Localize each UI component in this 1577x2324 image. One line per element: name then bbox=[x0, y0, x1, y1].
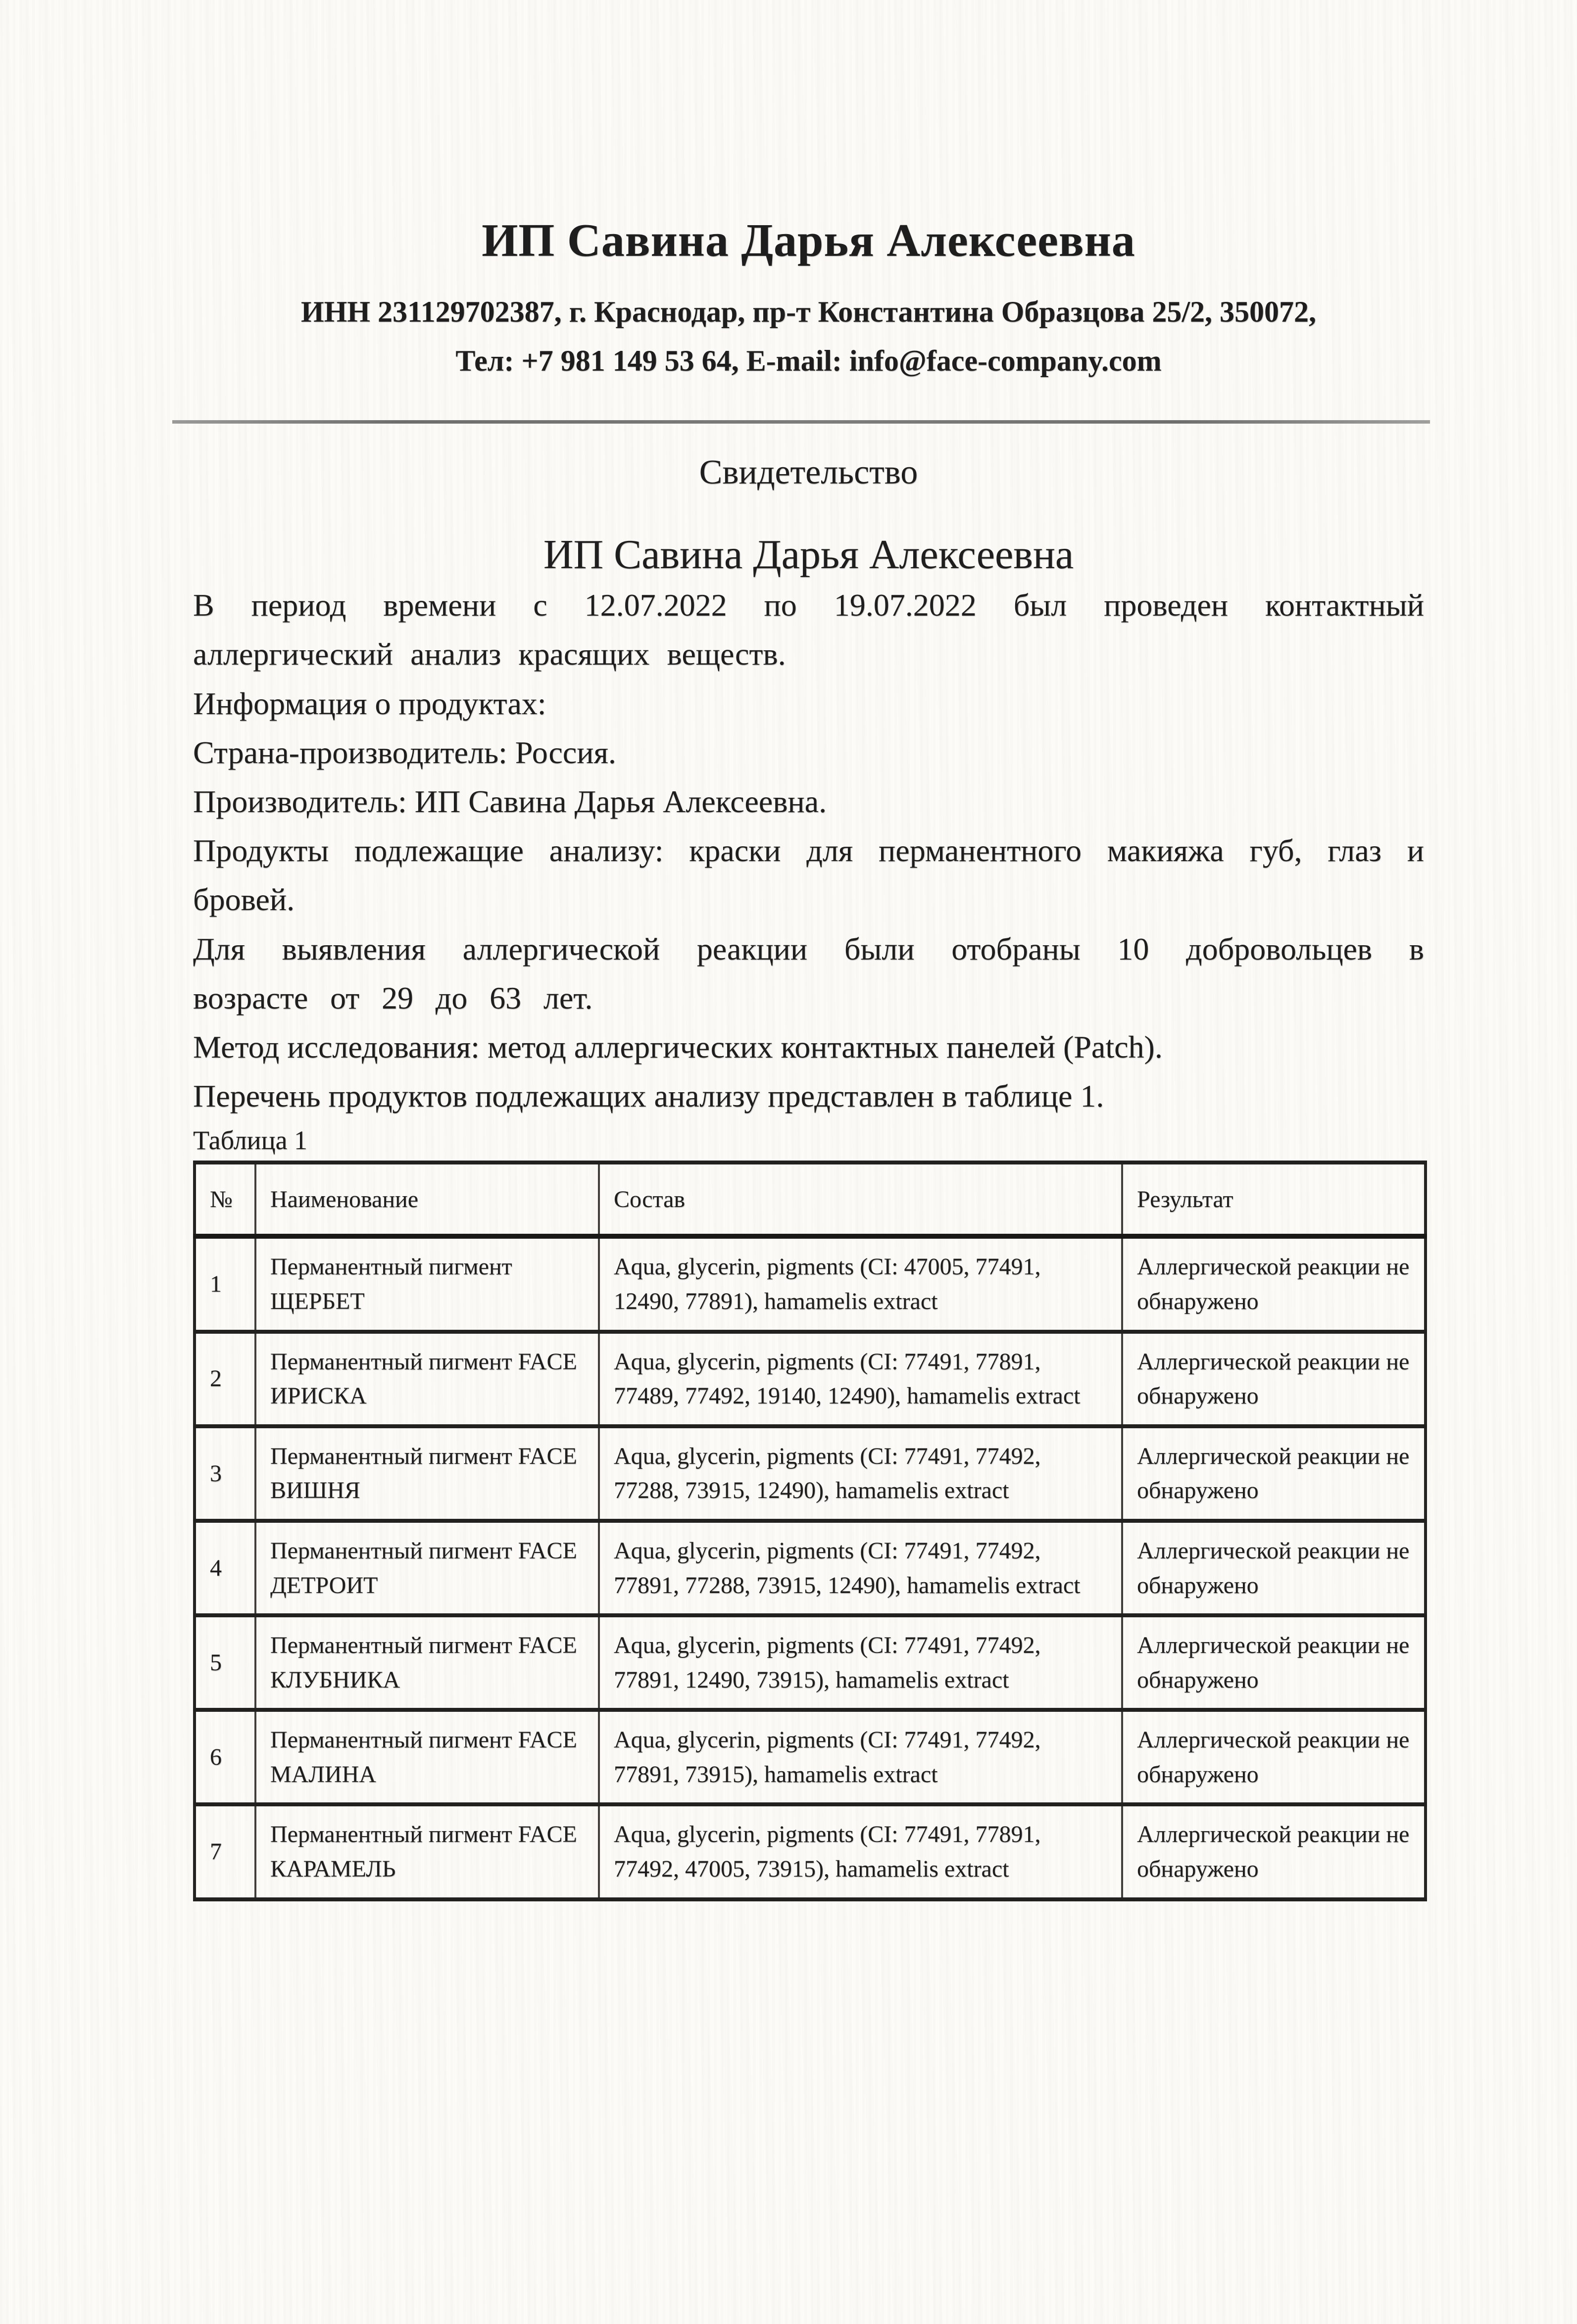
cell-composition: Aqua, glycerin, pigments (CI: 77491, 77891, 77489, 77492, 19140, 12490), hamamelis extract bbox=[599, 1332, 1122, 1426]
column-header-number: № bbox=[195, 1162, 255, 1236]
cell-composition: Aqua, glycerin, pigments (CI: 77491, 77492, 77891, 73915), hamamelis extract bbox=[599, 1710, 1122, 1804]
document-title: ИП Савина Дарья Алексеевна bbox=[543, 532, 1074, 578]
cell-result: Аллергической реакции не обнаружено bbox=[1122, 1521, 1426, 1615]
cell-product-name: Перманентный пигмент FACE ИРИСКА bbox=[255, 1332, 599, 1426]
paragraph-products-analyzed: Продукты подлежащие анализу: краски для перманентного макияжа губ, глаз и бровей. bbox=[193, 833, 1424, 918]
products-table bbox=[193, 1161, 1427, 1901]
products-table-body bbox=[195, 1236, 1426, 1899]
table-row bbox=[195, 1804, 1426, 1899]
cell-product-name: Перманентный пигмент FACE ДЕТРОИТ bbox=[255, 1521, 599, 1615]
table-row bbox=[195, 1615, 1426, 1710]
cell-result: Аллергической реакции не обнаружено bbox=[1122, 1236, 1426, 1331]
company-name-header: ИП Савина Дарья Алексеевна bbox=[482, 215, 1135, 266]
cell-composition: Aqua, glycerin, pigments (CI: 77491, 77492, 77891, 77288, 73915, 12490), hamamelis extract bbox=[599, 1521, 1122, 1615]
cell-product-name: Перманентный пигмент ЩЕРБЕТ bbox=[255, 1236, 599, 1331]
cell-row-number: 1 bbox=[195, 1236, 255, 1331]
cell-result: Аллергической реакции не обнаружено bbox=[1122, 1804, 1426, 1899]
header-divider-rule bbox=[172, 420, 1430, 424]
paragraph-product-info-heading: Информация о продуктах: bbox=[193, 685, 546, 721]
cell-row-number: 7 bbox=[195, 1804, 255, 1899]
products-table-header bbox=[195, 1162, 1426, 1236]
paragraph-manufacturer: Производитель: ИП Савина Дарья Алексеевна. bbox=[193, 784, 827, 820]
cell-result: Аллергической реакции не обнаружено bbox=[1122, 1710, 1426, 1804]
cell-composition: Aqua, glycerin, pigments (CI: 77491, 77492, 77891, 12490, 73915), hamamelis extract bbox=[599, 1615, 1122, 1710]
paragraph-analysis-period: В период времени с 12.07.2022 по 19.07.2022 был проведен контактный аллергический анализ красящих веществ. bbox=[193, 587, 1424, 672]
column-header-result: Результат bbox=[1122, 1162, 1426, 1236]
table-row bbox=[195, 1710, 1426, 1804]
cell-row-number: 3 bbox=[195, 1426, 255, 1521]
column-header-name: Наименование bbox=[255, 1162, 599, 1236]
cell-result: Аллергической реакции не обнаружено bbox=[1122, 1426, 1426, 1521]
table-row bbox=[195, 1236, 1426, 1331]
company-details bbox=[193, 288, 1424, 386]
paragraph-table-intro: Перечень продуктов подлежащих анализу представлен в таблице 1. bbox=[193, 1078, 1104, 1114]
cell-row-number: 5 bbox=[195, 1615, 255, 1710]
table-caption: Таблица 1 bbox=[193, 1125, 307, 1156]
cell-row-number: 6 bbox=[195, 1710, 255, 1804]
company-inn-address-line: ИНН 231129702387, г. Краснодар, пр-т Константина Образцова 25/2, 350072, bbox=[300, 295, 1317, 328]
cell-product-name: Перманентный пигмент FACE КАРАМЕЛЬ bbox=[255, 1804, 599, 1899]
cell-result: Аллергической реакции не обнаружено bbox=[1122, 1332, 1426, 1426]
paragraph-volunteers: Для выявления аллергической реакции были отобраны 10 добровольцев в возрасте от 29 до 63 лет. bbox=[193, 931, 1424, 1016]
column-header-composition: Состав bbox=[599, 1162, 1122, 1236]
table-row bbox=[195, 1521, 1426, 1615]
cell-product-name: Перманентный пигмент FACE ВИШНЯ bbox=[255, 1426, 599, 1521]
table-header-row bbox=[195, 1162, 1426, 1236]
company-contact-line: Тел: +7 981 149 53 64, E-mail: info@face-company.com bbox=[455, 344, 1162, 377]
document-type-label: Свидетельство bbox=[699, 453, 918, 491]
cell-row-number: 4 bbox=[195, 1521, 255, 1615]
cell-product-name: Перманентный пигмент FACE КЛУБНИКА bbox=[255, 1615, 599, 1710]
table-row bbox=[195, 1426, 1426, 1521]
paragraph-method: Метод исследования: метод аллергических контактных панелей (Patch). bbox=[193, 1029, 1163, 1065]
cell-result: Аллергической реакции не обнаружено bbox=[1122, 1615, 1426, 1710]
cell-row-number: 2 bbox=[195, 1332, 255, 1426]
cell-product-name: Перманентный пигмент FACE МАЛИНА bbox=[255, 1710, 599, 1804]
cell-composition: Aqua, glycerin, pigments (CI: 77491, 77891, 77492, 47005, 73915), hamamelis extract bbox=[599, 1804, 1122, 1899]
paragraph-country: Страна-производитель: Россия. bbox=[193, 734, 616, 770]
cell-composition: Aqua, glycerin, pigments (CI: 77491, 77492, 77288, 73915, 12490), hamamelis extract bbox=[599, 1426, 1122, 1521]
table-row bbox=[195, 1332, 1426, 1426]
cell-composition: Aqua, glycerin, pigments (CI: 47005, 77491, 12490, 77891), hamamelis extract bbox=[599, 1236, 1122, 1331]
